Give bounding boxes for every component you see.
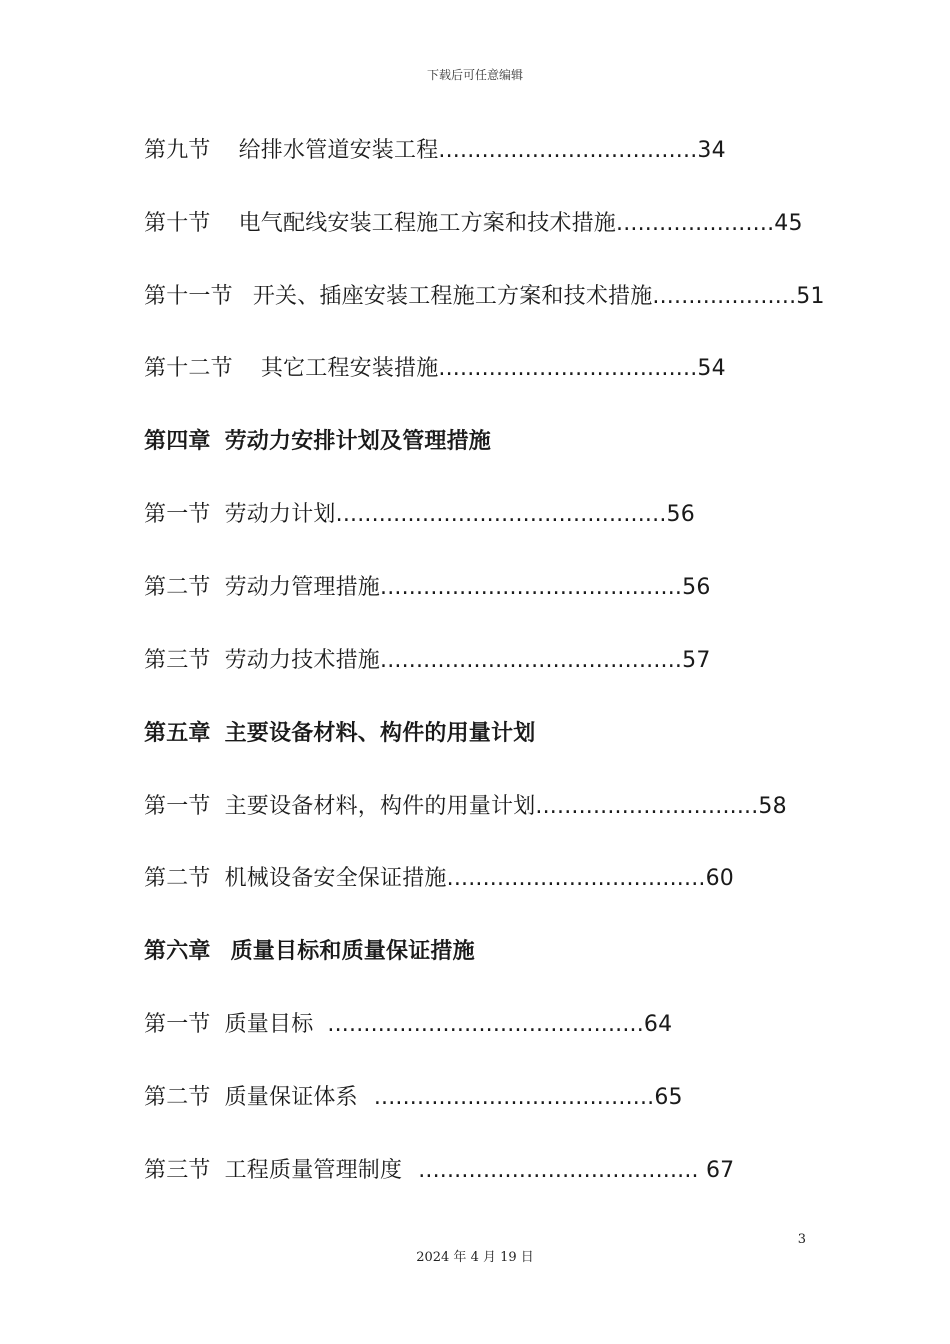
toc-leader: ...................... [616,211,775,236]
toc-leader: ................................... [438,138,691,163]
toc-chapter[interactable] [144,426,491,458]
toc-title: 其它工程安装措施 [260,356,439,381]
toc-page: 57 [682,648,711,673]
footer-date: 2024 年 4 月 19 日 [416,1250,534,1265]
toc-leader: ....................................... [418,1158,699,1183]
toc-title: 劳动力安排计划及管理措施 [224,429,492,454]
toc-entry[interactable] [144,791,787,823]
toc-label: 第一节 [144,794,211,819]
toc-entry[interactable] [144,135,726,167]
toc-entry[interactable] [144,353,726,385]
toc-label: 第九节 [144,138,211,163]
toc-entry[interactable] [144,572,711,604]
toc-label: 第三节 [144,1158,211,1183]
toc-entry[interactable] [144,499,695,531]
toc-leader: ................................... [438,356,691,381]
toc-leader: ................................... [446,866,699,891]
toc-page: 45 [774,211,803,236]
toc-page: 58 [758,794,787,819]
toc-leader: .................... [652,284,797,309]
toc-title: 劳动力计划 [224,502,336,527]
toc-leader: ............................... [535,794,759,819]
toc-page: .34 [690,138,726,163]
toc-label: 第二节 [144,866,211,891]
toc-label: 第五章 [144,721,211,746]
toc-chapter[interactable] [144,936,475,968]
toc-title: 电气配线安装工程施工方案和技术措施 [238,211,617,236]
toc-label: 第六章 [144,939,211,964]
toc-leader: .............................................. [335,502,667,527]
toc-page: 67 [698,1158,735,1183]
toc-page: .54 [690,356,726,381]
toc-page: 56 [682,575,711,600]
toc-entry[interactable] [144,645,711,677]
toc-page: 64 [643,1012,673,1037]
toc-entry[interactable] [144,1082,683,1114]
toc-title: 质量保证体系 [224,1085,358,1110]
toc-title: 给排水管道安装工程 [238,138,439,163]
toc-label: 第二节 [144,575,211,600]
toc-title: 机械设备安全保证措施 [224,866,447,891]
toc-title: 质量目标和质量保证措施 [230,939,475,964]
toc-label: 第一节 [144,502,211,527]
toc-label: 第一节 [144,1012,211,1037]
toc-title: 主要设备材料，构件的用量计划 [224,794,536,819]
toc-title: 劳动力管理措施 [224,575,381,600]
toc-title: 劳动力技术措施 [224,648,381,673]
toc-entry[interactable] [144,281,825,313]
toc-title: 开关、插座安装工程施工方案和技术措施 [252,284,653,309]
toc-entry[interactable] [144,863,734,895]
toc-leader: .......................................... [380,575,683,600]
toc-label: 第四章 [144,429,211,454]
toc-label: 第十节 [144,211,211,236]
page-header: 下载后可任意编辑 [426,68,523,82]
toc-entry[interactable] [144,208,803,240]
toc-title: 质量目标 [224,1012,314,1037]
toc-entry[interactable] [144,1009,672,1041]
toc-page: 56 [666,502,695,527]
page-number: 3 [797,1232,806,1247]
toc-title: 工程质量管理制度 [224,1158,403,1183]
toc-leader: .......................................... [380,648,683,673]
toc-page: 65 [654,1085,683,1110]
toc-page: .60 [698,866,734,891]
toc-leader: ....................................... [373,1085,655,1110]
toc-chapter[interactable] [144,718,535,750]
toc-entry[interactable] [144,1155,734,1187]
toc-label: 第二节 [144,1085,211,1110]
toc-label: 第三节 [144,648,211,673]
toc-leader: ............................................ [327,1012,644,1037]
toc-title: 主要设备材料、构件的用量计划 [224,721,536,746]
toc-label: 第十一节 [144,284,233,309]
toc-page: 51 [796,284,825,309]
toc-label: 第十二节 [144,356,233,381]
